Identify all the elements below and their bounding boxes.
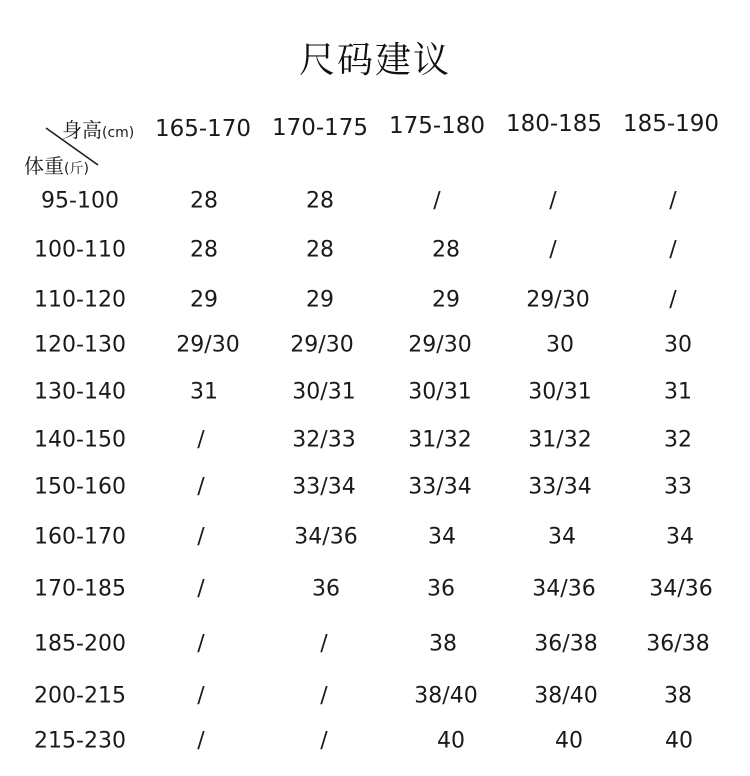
size-cell: / (669, 237, 677, 263)
size-cell: 30/31 (408, 379, 472, 405)
size-cell: / (197, 474, 205, 500)
table-corner-header (0, 0, 140, 190)
size-cell: 34/36 (649, 576, 713, 602)
row-header-weight: 215-230 (34, 728, 126, 754)
size-cell: 36 (427, 576, 455, 602)
size-cell: / (197, 524, 205, 550)
size-cell: / (669, 188, 677, 214)
size-cell: 38 (429, 631, 457, 657)
size-cell: 40 (665, 728, 693, 754)
size-cell: 30 (664, 332, 692, 358)
size-cell: / (433, 188, 441, 214)
size-cell: 30/31 (292, 379, 356, 405)
size-cell: / (320, 683, 328, 709)
size-cell: 40 (437, 728, 465, 754)
size-cell: 34 (548, 524, 576, 550)
row-header-weight: 185-200 (34, 631, 126, 657)
size-cell: 31 (664, 379, 692, 405)
size-cell: / (669, 287, 677, 313)
height-label: 身高 (62, 118, 102, 142)
size-cell: 36/38 (534, 631, 598, 657)
column-header-height: 180-185 (505, 111, 603, 137)
row-header-weight: 160-170 (34, 524, 126, 550)
weight-axis-label (24, 150, 89, 179)
size-cell: 38/40 (414, 683, 478, 709)
column-header-height: 165-170 (154, 116, 252, 142)
size-cell: 31/32 (408, 427, 472, 453)
size-cell: 28 (306, 188, 334, 214)
size-cell: 38/40 (534, 683, 598, 709)
size-cell: 28 (432, 237, 460, 263)
weight-label: 体重 (24, 154, 64, 178)
size-cell: 34 (666, 524, 694, 550)
size-cell: 32 (664, 427, 692, 453)
size-cell: 33 (664, 474, 692, 500)
size-cell: / (197, 728, 205, 754)
row-header-weight: 95-100 (41, 188, 119, 214)
row-header-weight: 200-215 (34, 683, 126, 709)
size-cell: 33/34 (408, 474, 472, 500)
row-header-weight: 170-185 (34, 576, 126, 602)
size-cell: 38 (664, 683, 692, 709)
size-cell: 28 (190, 188, 218, 214)
row-header-weight: 100-110 (34, 237, 126, 263)
size-cell: 29 (190, 287, 218, 313)
size-cell: 34/36 (294, 524, 358, 550)
page-title: 尺码建议 (298, 40, 451, 81)
size-cell: / (197, 631, 205, 657)
size-cell: 31/32 (528, 427, 592, 453)
size-cell: 36/38 (646, 631, 710, 657)
size-cell: 29/30 (176, 332, 240, 358)
size-cell: / (320, 631, 328, 657)
row-header-weight: 110-120 (34, 287, 126, 313)
row-header-weight: 140-150 (34, 427, 126, 453)
size-cell: / (549, 237, 557, 263)
size-cell: / (197, 576, 205, 602)
size-cell: 34/36 (532, 576, 596, 602)
size-cell: / (197, 683, 205, 709)
weight-unit: (斤) (64, 161, 89, 177)
size-cell: / (549, 188, 557, 214)
size-cell: 33/34 (292, 474, 356, 500)
size-cell: 32/33 (292, 427, 356, 453)
row-header-weight: 130-140 (34, 379, 126, 405)
column-header-height: 170-175 (271, 115, 369, 141)
size-cell: 40 (555, 728, 583, 754)
column-header-height: 175-180 (388, 113, 486, 139)
column-header-height: 185-190 (622, 111, 720, 137)
size-cell: 29/30 (526, 287, 590, 313)
size-cell: 36 (312, 576, 340, 602)
row-header-weight: 120-130 (34, 332, 126, 358)
size-cell: 29/30 (290, 332, 354, 358)
size-cell: 28 (306, 237, 334, 263)
size-cell: 30 (546, 332, 574, 358)
size-cell: 29/30 (408, 332, 472, 358)
size-cell: 31 (190, 379, 218, 405)
size-cell: 33/34 (528, 474, 592, 500)
size-cell: / (197, 427, 205, 453)
size-cell: / (320, 728, 328, 754)
size-cell: 29 (306, 287, 334, 313)
size-cell: 29 (432, 287, 460, 313)
size-cell: 34 (428, 524, 456, 550)
height-axis-label (62, 114, 134, 143)
size-cell: 28 (190, 237, 218, 263)
row-header-weight: 150-160 (34, 474, 126, 500)
size-cell: 30/31 (528, 379, 592, 405)
height-unit: (cm) (102, 125, 135, 141)
